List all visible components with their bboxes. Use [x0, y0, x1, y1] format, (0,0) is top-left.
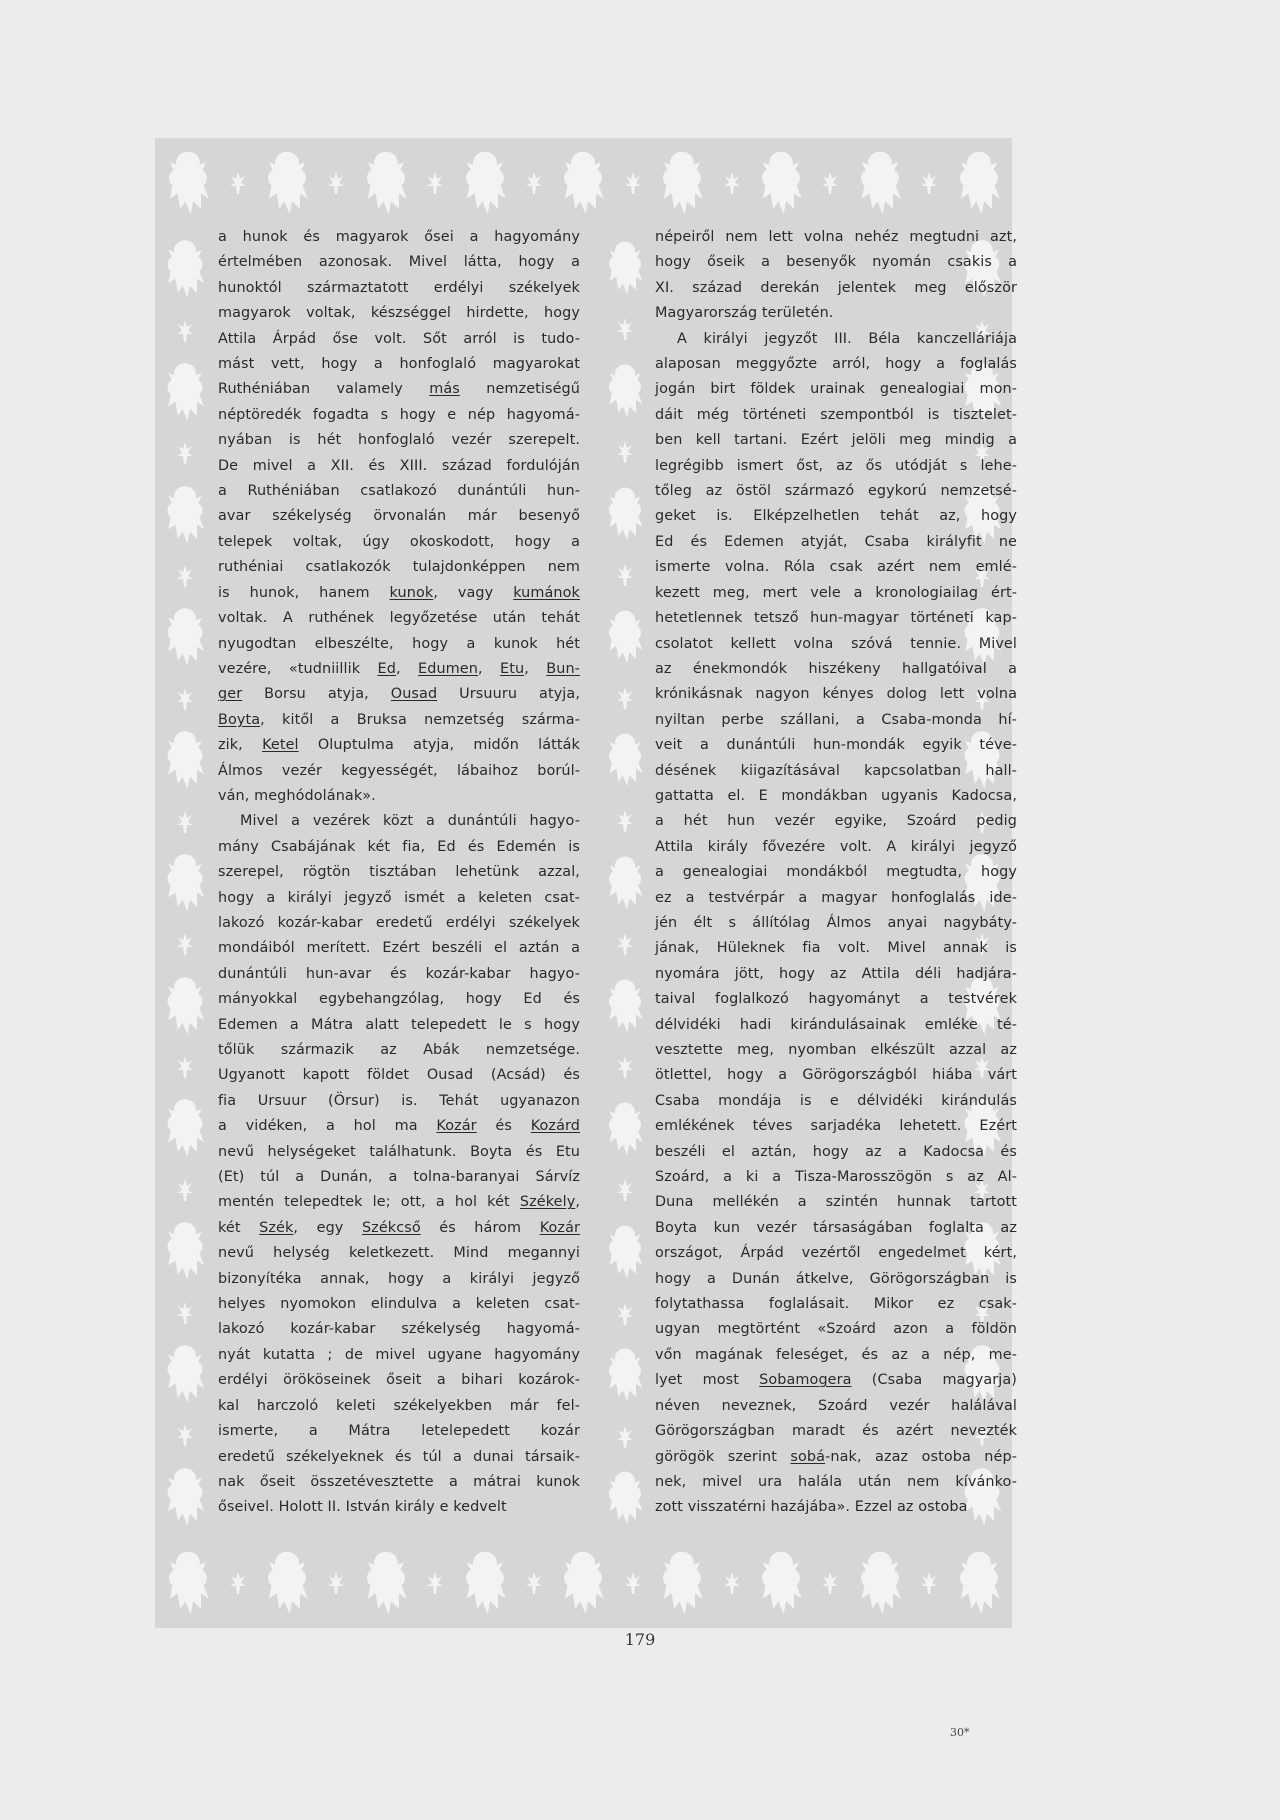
underlined-term: Ketel — [262, 737, 299, 754]
goblin-figure-icon — [953, 146, 1005, 220]
text-line: mányokkal egybehangzólag, hogy Ed és — [218, 991, 580, 1008]
sprig-ornament-icon — [327, 1570, 345, 1596]
text-line: zott visszatérni hazájába». Ezzel az ostoba — [655, 1499, 968, 1516]
underlined-term: Ousad — [390, 686, 438, 703]
text-line: tőleg az östöl származó egykorú nemzetsé- — [655, 483, 1017, 500]
text-line: Ruthéniában valamely más nemzetiségű — [218, 381, 581, 398]
text-line: dunántúli hun-avar és kozár-kabar hagyo- — [218, 965, 580, 982]
sprig-ornament-icon — [723, 1570, 741, 1596]
printer-signature: 30* — [950, 1726, 970, 1739]
goblin-figure-icon — [161, 1094, 209, 1162]
goblin-figure-icon — [656, 146, 708, 220]
underlined-term: Székcső — [361, 1219, 421, 1236]
text-line: Csaba mondája is e délvidéki kirándulás — [655, 1092, 1017, 1109]
text-line: értelmében azonosak. Mivel látta, hogy a — [218, 254, 580, 271]
sprig-ornament-icon — [616, 562, 634, 588]
underlined-term: Szék — [259, 1219, 294, 1236]
text-line: országot, Árpád vezértől engedelmet kért, — [655, 1245, 1017, 1262]
text-line: tőlük származik az Abák nemzetsége. — [218, 1042, 580, 1058]
sprig-ornament-icon — [821, 1570, 839, 1596]
goblin-figure-icon — [953, 1546, 1005, 1620]
sprig-ornament-icon — [616, 1177, 634, 1203]
goblin-figure-icon — [603, 1221, 647, 1283]
underlined-term: kunok — [389, 584, 434, 601]
text-line: néptöredék fogadta s hogy e nép hagyomá- — [218, 406, 580, 423]
text-line: hunoktól származtatott erdélyi székelyek — [218, 279, 580, 296]
goblin-figure-icon — [161, 1340, 209, 1408]
underlined-term: ger — [218, 686, 243, 703]
text-line: népeiről nem lett volna nehéz megtudni azt, — [655, 229, 1017, 245]
sprig-ornament-icon — [176, 1300, 194, 1326]
text-line: alaposan meggyőzte arról, hogy a foglalás — [655, 356, 1017, 373]
underlined-term: Bun- — [546, 660, 580, 677]
sprig-ornament-icon — [176, 1422, 194, 1448]
sprig-ornament-icon — [176, 809, 194, 835]
text-line: krónikásnak nagyon kényes dolog lett volna — [655, 686, 1017, 703]
sprig-ornament-icon — [176, 563, 194, 589]
goblin-figure-icon — [161, 726, 209, 794]
goblin-figure-icon — [854, 146, 906, 220]
text-line: nek, mivel ura halála után nem kívánko- — [655, 1473, 1017, 1490]
right-text-column — [655, 225, 1017, 1521]
goblin-figure-icon — [557, 1546, 609, 1620]
text-line: eredetű székelyeknek és túl a dunai társaik- — [218, 1448, 580, 1465]
text-line: ugyan megtörtént «Szoárd azon a földön — [655, 1321, 1017, 1338]
goblin-figure-icon — [656, 1546, 708, 1620]
text-line: voltak. A ruthének legyőzetése után tehát — [218, 610, 580, 627]
text-line: helyes nyomokon elindulva a keleten csat- — [218, 1296, 580, 1313]
goblin-figure-icon — [755, 1546, 807, 1620]
text-line: a vidéken, a hol ma Kozár és Kozárd — [218, 1118, 580, 1135]
text-line: őseivel. Holott II. István király e kedvelt — [218, 1499, 507, 1516]
sprig-ornament-icon — [176, 440, 194, 466]
underlined-term: Sobamogera — [759, 1372, 852, 1389]
text-line: Mivel a vezérek közt a dunántúli hagyo- — [240, 813, 580, 830]
sprig-ornament-icon — [525, 170, 543, 196]
goblin-figure-icon — [161, 972, 209, 1040]
goblin-figure-icon — [603, 1467, 647, 1529]
text-line: csolatot kellett volna szóvá tennie. Mivel — [655, 635, 1017, 652]
center-ornament-border — [600, 228, 650, 1538]
text-line: dáit még történeti szempontból is tisztelet- — [655, 406, 1017, 423]
text-line: Attila király fővezére volt. A királyi jegyző — [655, 838, 1017, 855]
sprig-ornament-icon — [821, 170, 839, 196]
text-line: mondáiból merített. Ezért beszéli el aztán a — [218, 940, 580, 957]
sprig-ornament-icon — [616, 316, 634, 342]
text-line: Ed és Edemen atyját, Csaba királyfit ne — [655, 533, 1017, 550]
sprig-ornament-icon — [426, 1570, 444, 1596]
text-line: jogán birt földek urainak genealogiai mon- — [655, 381, 1017, 398]
text-line: hetetlennek tetsző hun-magyar történeti kap- — [655, 610, 1017, 627]
text-line: Magyarország területén. — [655, 305, 834, 322]
goblin-figure-icon — [603, 606, 647, 668]
text-line: hogy a királyi jegyző ismét a keleten csat- — [218, 889, 580, 906]
text-line: emlékének téves sarjadéka lehetett. Ezért — [655, 1118, 1017, 1135]
goblin-figure-icon — [603, 360, 647, 422]
goblin-figure-icon — [161, 481, 209, 549]
top-ornament-border — [155, 138, 1012, 228]
text-line: a genealogiai mondákból megtudta, hogy — [655, 864, 1017, 881]
text-line: nyiltan perbe szállani, a Csaba-monda hí- — [655, 711, 1017, 728]
text-line: folytathassa foglalásait. Mikor ez csak- — [655, 1296, 1017, 1313]
text-line: jén élt s állítólag Álmos anyai nagybáty- — [655, 914, 1017, 931]
text-line: hogy a Dunán átkelve, Görögországban is — [655, 1270, 1017, 1287]
text-line: Ugyanott kapott földet Ousad (Acsád) és — [218, 1067, 580, 1084]
goblin-figure-icon — [603, 1098, 647, 1160]
goblin-figure-icon — [161, 1463, 209, 1531]
sprig-ornament-icon — [616, 1301, 634, 1327]
text-line: a Ruthéniában csatlakozó dunántúli hun- — [218, 483, 580, 500]
text-line: gattatta el. E mondákban ugyanis Kadocsa, — [655, 787, 1017, 804]
text-line: Boyta, kitől a Bruksa nemzetség szárma- — [218, 711, 580, 728]
page-number: 179 — [624, 1630, 656, 1649]
text-line: Edemen a Mátra alatt telepedett le s hogy — [218, 1016, 580, 1033]
bottom-ornament-border — [155, 1538, 1012, 1628]
text-line: Szoárd, a ki a Tisza-Marosszögön s az Al- — [655, 1169, 1017, 1186]
sprig-ornament-icon — [176, 1054, 194, 1080]
sprig-ornament-icon — [616, 808, 634, 834]
text-line: mány Csabájának két fia, Ed és Edemén is — [218, 838, 580, 855]
text-line: vesztette meg, nyomban elkészült azzal az — [655, 1042, 1017, 1058]
underlined-term: Boyta — [218, 711, 261, 728]
sprig-ornament-icon — [624, 170, 642, 196]
sprig-ornament-icon — [176, 318, 194, 344]
text-line: ruthéniai csatlakozók tulajdonképpen nem — [218, 559, 580, 576]
text-line: ez a testvérpár a magyar honfoglalás ide- — [655, 889, 1017, 906]
text-line: ismerte volna. Róla csak azért nem emlé- — [655, 559, 1017, 576]
goblin-figure-icon — [162, 146, 214, 220]
goblin-figure-icon — [603, 483, 647, 545]
sprig-ornament-icon — [176, 686, 194, 712]
text-line: bizonyítéka annak, hogy a királyi jegyző — [218, 1270, 580, 1287]
text-line: szerepel, rögtön tisztában lehetünk azzal, — [218, 864, 580, 881]
goblin-figure-icon — [162, 1546, 214, 1620]
text-line: veit a dunántúli hun-mondák egyik téve- — [655, 737, 1017, 754]
goblin-figure-icon — [603, 237, 647, 299]
text-line: lakozó kozár-kabar eredetű erdélyi székelyek — [218, 914, 580, 931]
text-line: taival foglalkozó hagyományt a testvérek — [655, 991, 1017, 1008]
underlined-term: Etu — [500, 660, 525, 677]
sprig-ornament-icon — [176, 931, 194, 957]
text-line: mentén telepedtek le; ott, a hol két Székely, — [218, 1194, 580, 1211]
goblin-figure-icon — [603, 975, 647, 1037]
sprig-ornament-icon — [229, 1570, 247, 1596]
text-line: Attila Árpád őse volt. Sőt arról is tudo- — [218, 330, 580, 347]
sprig-ornament-icon — [229, 170, 247, 196]
underlined-term: sobá — [790, 1448, 826, 1465]
text-line: (Et) túl a Dunán, a tolna-baranyai Sárvíz — [218, 1169, 580, 1186]
goblin-figure-icon — [360, 146, 412, 220]
underlined-term: kumánok — [513, 584, 580, 601]
text-line: kal harczoló keleti székelyekben már fel- — [218, 1397, 580, 1414]
text-line: jának, Hüleknek fia volt. Mivel annak is — [655, 940, 1017, 957]
text-line: görögök szerint sobá-nak, azaz ostoba nép- — [655, 1448, 1017, 1465]
text-line: vezére, «tudniillik Ed, Edumen, Etu, Bun- — [218, 660, 580, 677]
goblin-figure-icon — [459, 146, 511, 220]
underlined-term: Székely — [519, 1194, 576, 1211]
text-line: Görögországban maradt és azért nevezték — [655, 1423, 1017, 1440]
sprig-ornament-icon — [616, 685, 634, 711]
left-text-column — [218, 225, 580, 1521]
text-line: avar székelység örvonalán már besenyő — [218, 508, 580, 525]
text-line: ván, meghódolának». — [218, 787, 376, 804]
goblin-figure-icon — [603, 852, 647, 914]
goblin-figure-icon — [755, 146, 807, 220]
underlined-term: Kozár — [539, 1219, 581, 1236]
text-line: lyet most Sobamogera (Csaba magyarja) — [655, 1372, 1018, 1389]
sprig-ornament-icon — [176, 1177, 194, 1203]
sprig-ornament-icon — [616, 931, 634, 957]
text-line: az énekmondók hiszékeny hallgatóival a — [655, 660, 1017, 677]
goblin-figure-icon — [603, 1344, 647, 1406]
sprig-ornament-icon — [920, 170, 938, 196]
text-line: nevű helységeket találhatunk. Boyta és Etu — [218, 1143, 580, 1160]
text-line: nyában is hét honfoglaló vezér szerepelt. — [218, 432, 580, 449]
text-line: vőn magának feleséget, és az a nép, me- — [655, 1346, 1017, 1363]
underlined-term: Edumen — [418, 660, 478, 677]
sprig-ornament-icon — [723, 170, 741, 196]
text-line: geket is. Elképzelhetlen tehát az, hogy — [655, 508, 1017, 525]
sprig-ornament-icon — [327, 170, 345, 196]
sprig-ornament-icon — [426, 170, 444, 196]
text-line: néven neveznek, Szoárd vezér halálával — [655, 1397, 1017, 1414]
sprig-ornament-icon — [525, 1570, 543, 1596]
goblin-figure-icon — [459, 1546, 511, 1620]
text-line: désének kiigazításával kapcsolatban hall- — [655, 762, 1017, 779]
sprig-ornament-icon — [616, 439, 634, 465]
goblin-figure-icon — [261, 1546, 313, 1620]
underlined-term: Kozárd — [530, 1118, 580, 1135]
goblin-figure-icon — [360, 1546, 412, 1620]
text-line: ger Borsu atyja, Ousad Ursuuru atyja, — [218, 686, 580, 703]
underlined-term: más — [429, 381, 460, 398]
text-line: nyát kutatta ; de mivel ugyane hagyomány — [218, 1346, 580, 1363]
text-line: nevű helység keletkezett. Mind megannyi — [218, 1245, 580, 1262]
sprig-ornament-icon — [616, 1424, 634, 1450]
text-line: Duna mellékén a szintén hunnak tartott — [655, 1194, 1017, 1211]
sprig-ornament-icon — [624, 1570, 642, 1596]
underlined-term: Kozár — [436, 1118, 477, 1135]
text-line: mást vett, hogy a honfoglaló magyarokat — [218, 356, 580, 373]
text-line: ismerte, a Mátra letelepedett kozár — [218, 1423, 580, 1440]
text-line: lakozó kozár-kabar székelység hagyomá- — [218, 1321, 580, 1338]
goblin-figure-icon — [161, 235, 209, 303]
text-line: nak őseit összetévesztette a mátrai kunok — [218, 1473, 580, 1490]
goblin-figure-icon — [557, 146, 609, 220]
goblin-figure-icon — [854, 1546, 906, 1620]
text-line: hogy őseik a besenyők nyomán csakis a — [655, 254, 1017, 271]
goblin-figure-icon — [161, 849, 209, 917]
text-line: erdélyi örököseinek őseit a bihari kozárok- — [218, 1372, 580, 1389]
goblin-figure-icon — [161, 358, 209, 426]
goblin-figure-icon — [603, 729, 647, 791]
text-line: De mivel a XII. és XIII. század fordulóján — [218, 457, 580, 474]
text-line: kezett meg, mert vele a kronologiailag ért- — [655, 584, 1017, 601]
text-line: a hét hun vezér egyike, Szoárd pedig — [655, 813, 1017, 830]
text-line: zik, Ketel Oluptulma atyja, midőn látták — [218, 737, 580, 754]
text-line: ben kell tartani. Ezért jelöli meg mindig a — [655, 432, 1017, 449]
text-line: ötlettel, hogy a Görögországból hiába várt — [655, 1067, 1017, 1084]
sprig-ornament-icon — [920, 1570, 938, 1596]
sprig-ornament-icon — [616, 1054, 634, 1080]
left-ornament-border — [155, 228, 215, 1538]
text-line: délvidéki hadi kirándulásainak emléke té- — [655, 1016, 1017, 1033]
text-line: nyomára jött, hogy az Attila déli hadjára- — [655, 965, 1017, 982]
text-line: fia Ursuur (Örsur) is. Tehát ugyanazon — [218, 1092, 580, 1109]
text-line: beszéli el aztán, hogy az a Kadocsa és — [655, 1143, 1017, 1160]
underlined-term: Ed — [377, 660, 396, 677]
goblin-figure-icon — [161, 1217, 209, 1285]
goblin-figure-icon — [261, 146, 313, 220]
text-line: legrégibb ismert őst, az ős utódját s lehe- — [655, 457, 1017, 474]
text-line: nyugodtan elbeszélte, hogy a kunok hét — [218, 635, 580, 652]
text-line: a hunok és magyarok ősei a hagyomány — [218, 229, 580, 245]
text-line: Álmos vezér kegyességét, lábaihoz borúl- — [218, 762, 580, 779]
goblin-figure-icon — [161, 603, 209, 671]
text-line: Boyta kun vezér társaságában foglalta az — [655, 1219, 1017, 1236]
text-line: A királyi jegyzőt III. Béla kanczelláriája — [677, 330, 1017, 347]
text-line: XI. század derekán jelentek meg először — [655, 279, 1017, 296]
text-line: két Szék, egy Székcső és három Kozár — [218, 1219, 581, 1236]
text-line: is hunok, hanem kunok, vagy kumánok — [218, 584, 580, 601]
text-line: magyarok voltak, készséggel hirdette, hogy — [218, 305, 580, 322]
text-line: telepek voltak, úgy okoskodott, hogy a — [218, 533, 580, 550]
